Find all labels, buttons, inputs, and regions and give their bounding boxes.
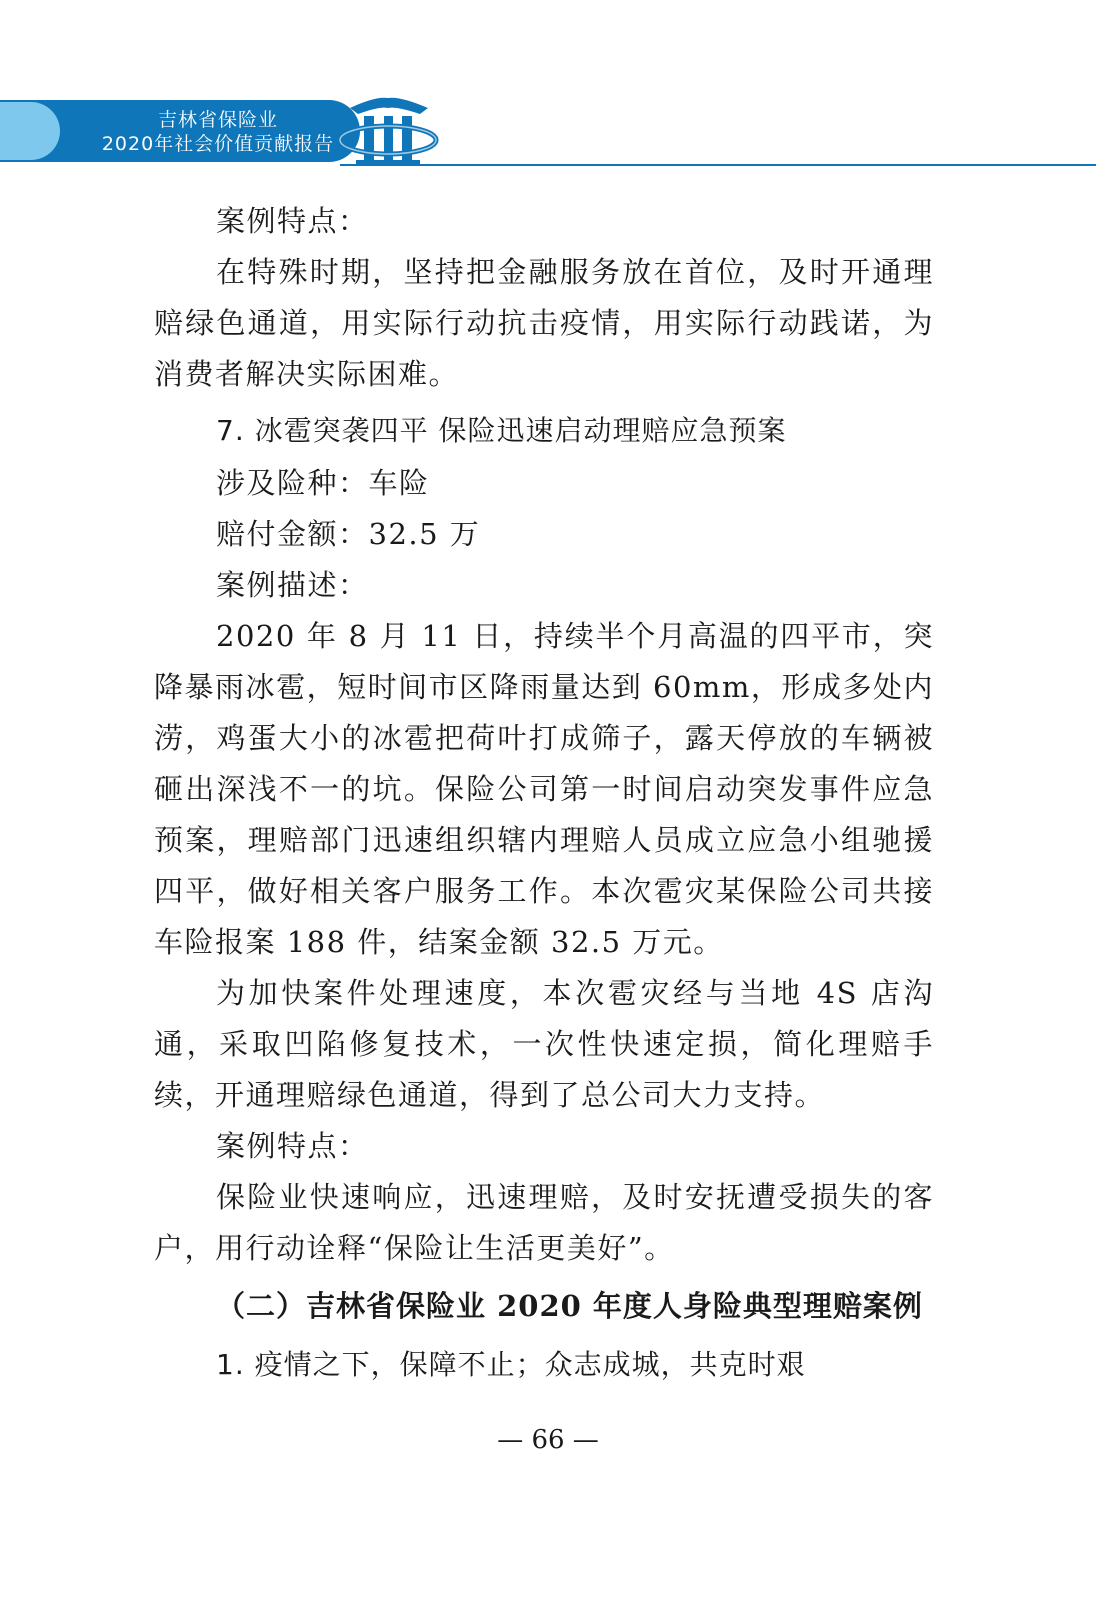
report-title-line2: 2020年社会价值贡献报告 [101, 133, 335, 155]
section-2-heading: （二）吉林省保险业 2020 年度人身险典型理赔案例 [216, 1289, 923, 1323]
report-title-line1: 吉林省保险业 [157, 109, 278, 131]
insurance-type: 涉及险种：车险 [216, 466, 430, 500]
document-body [154, 196, 934, 1392]
case-description-text-2: 为加快案件处理速度，本次雹灾经与当地 4S 店沟通，采取凹陷修复技术，一次性快速定损，简化理赔手续，开通理赔绿色通道，得到了总公司大力支持。 [154, 976, 934, 1112]
report-header [0, 100, 1096, 170]
report-title [78, 108, 358, 156]
case-feature-text: 在特殊时期，坚持把金融服务放在首位，及时开通理赔绿色通道，用实际行动抗击疫情，用实际行动践诺，为消费者解决实际困难。 [154, 255, 934, 391]
case-description-label: 案例描述： [216, 568, 369, 602]
payout-amount: 赔付金额：32.5 万 [216, 517, 481, 551]
case-feature-text-2: 保险业快速响应，迅速理赔，及时安抚遭受损失的客户，用行动诠释“保险让生活更美好”。 [154, 1180, 934, 1265]
case-1-heading: 1. 疫情之下，保障不止；众志成城，共克时艰 [216, 1348, 806, 1381]
page-number: — 66 — [497, 1425, 599, 1455]
header-rule [340, 164, 1096, 166]
case-description-text: 2020 年 8 月 11 日，持续半个月高温的四平市，突降暴雨冰雹，短时间市区降雨量达到 60mm，形成多处内涝，鸡蛋大小的冰雹把荷叶打成筛子，露天停放的车辆被砸出深浅不一的坑。保险公司第一时间启动突发事件应急预案，理赔部门迅速组织辖内理赔人员成立应急小组驰援四平，做好相关客户服务工作。本次雹灾某保险公司共接车险报案 188 件，结案金额 32.5 万元。 [154, 619, 934, 959]
case-feature-label: 案例特点： [216, 204, 369, 238]
case-feature-label-2: 案例特点： [216, 1129, 369, 1163]
case-7-heading: 7. 冰雹突袭四平 保险迅速启动理赔应急预案 [216, 414, 787, 447]
header-banner-accent [0, 102, 60, 160]
pavilion-logo-icon [336, 94, 446, 170]
